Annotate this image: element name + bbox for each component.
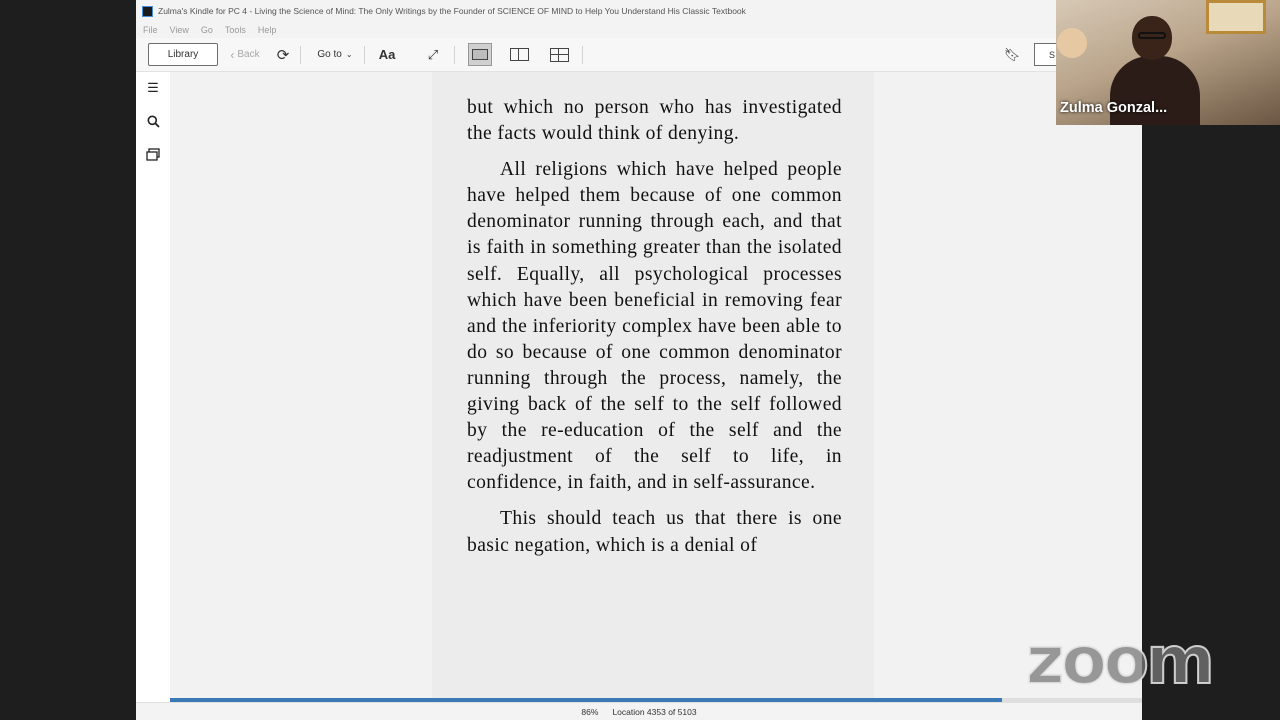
title-bar xyxy=(136,0,1142,22)
location-readout: Location 4353 of 5103 xyxy=(612,706,697,717)
participant-video-tile[interactable] xyxy=(1056,0,1280,125)
sync-icon[interactable]: ⟳ xyxy=(276,46,290,64)
status-bar xyxy=(136,702,1142,720)
reading-area xyxy=(170,72,1142,698)
chevron-down-icon: ⌄ xyxy=(345,50,353,59)
page-text xyxy=(467,95,842,569)
menu-go[interactable]: Go xyxy=(200,25,213,35)
paragraph: but which no person who has investigated the facts would think of denying. xyxy=(467,97,842,145)
single-column-view-button[interactable] xyxy=(468,43,492,66)
back-button[interactable] xyxy=(226,43,264,66)
toolbar-divider xyxy=(454,46,455,64)
toolbar-divider xyxy=(364,46,365,64)
menu-tools[interactable]: Tools xyxy=(224,25,246,35)
page-flip-view-button[interactable] xyxy=(547,43,571,66)
flashcards-icon[interactable] xyxy=(143,144,163,164)
toolbar xyxy=(136,38,1142,72)
library-button[interactable]: Library xyxy=(148,43,218,66)
kindle-app-icon xyxy=(142,6,153,17)
lamp-shade xyxy=(1057,28,1087,58)
progress-percent: 86% xyxy=(581,706,599,717)
zoom-logo-watermark: zoom xyxy=(1026,622,1212,699)
paragraph: This should teach us that there is one basic negation, which is a denial of xyxy=(467,508,842,556)
book-page[interactable] xyxy=(432,72,874,698)
chevron-left-icon: ‹ xyxy=(230,47,235,62)
search-icon[interactable] xyxy=(143,111,163,131)
two-page-icon xyxy=(510,48,529,61)
back-label: Back xyxy=(237,49,260,60)
table-of-contents-icon[interactable]: ☰ xyxy=(147,80,159,95)
kindle-window xyxy=(136,0,1142,720)
search-input[interactable]: S xyxy=(1034,43,1064,66)
toolbar-divider xyxy=(300,46,301,64)
font-settings-button[interactable]: Aa xyxy=(378,47,396,62)
participant-name: Zulma Gonzal... xyxy=(1060,100,1168,116)
menu-help[interactable]: Help xyxy=(257,25,277,35)
menu-bar xyxy=(136,22,1142,38)
participant-glasses xyxy=(1138,32,1166,39)
paragraph: All religions which have helped people have helped them because of one common denominator running through each, and that is faith in something greater than the isolated self. Equally, all psychological processes which have been beneficial in removing fear and the inferiority complex have been able to do so because of one common denominator running through the process, namely, the giving back of the self to the self followed by the re-education of the self and the readjustment of the self to life, in confidence, in faith, and in self-assurance. xyxy=(467,159,842,494)
two-column-view-button[interactable] xyxy=(507,43,531,66)
toolbar-divider xyxy=(582,46,583,64)
grid-view-icon xyxy=(550,48,569,62)
left-sidebar xyxy=(136,72,170,702)
fullscreen-icon[interactable]: ⤢ xyxy=(427,46,439,62)
single-page-icon xyxy=(472,49,488,60)
bookmark-icon[interactable]: 🔖︎ xyxy=(1003,46,1021,62)
menu-file[interactable]: File xyxy=(143,25,158,35)
window-title: Zulma's Kindle for PC 4 - Living the Science of Mind: The Only Writings by the Founder of SCIENCE OF MIND to Help You Understand His Classic Textbook xyxy=(158,6,746,16)
wall-picture-frame xyxy=(1206,0,1266,34)
menu-view[interactable]: View xyxy=(169,25,189,35)
goto-label: Go to xyxy=(317,49,342,60)
goto-button[interactable] xyxy=(314,43,356,66)
